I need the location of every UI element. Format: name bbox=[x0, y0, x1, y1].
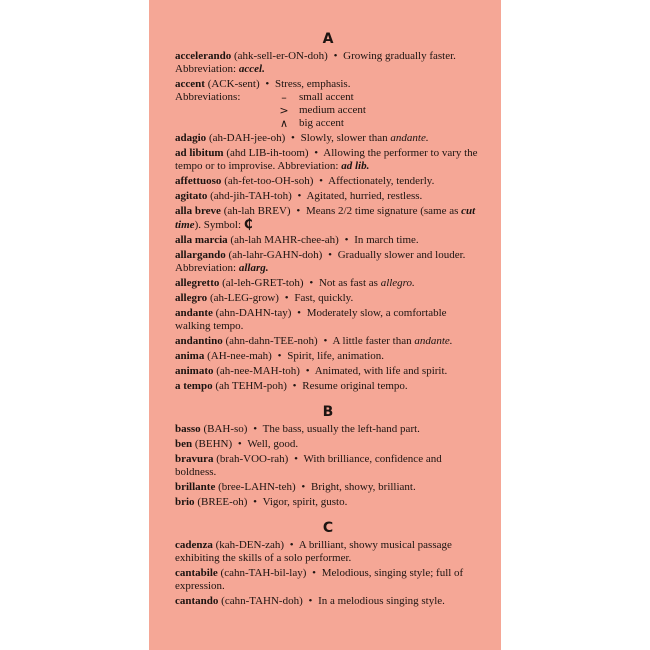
entry-term: basso bbox=[175, 423, 201, 435]
entry-term: animato bbox=[175, 365, 214, 377]
entry-definition: Vigor, spirit, gusto. bbox=[260, 496, 348, 508]
entry-definition: In march time. bbox=[351, 234, 419, 246]
entry-pronunciation: (AH-nee-mah) bbox=[204, 350, 275, 362]
entry-pronunciation: (ACK-sent) bbox=[204, 78, 263, 90]
entry-pronunciation: (ahn-dahn-TEE-noh) bbox=[222, 335, 321, 347]
bullet-separator: • bbox=[333, 50, 338, 62]
entry-definition: Animated, with life and spirit. bbox=[312, 365, 448, 377]
entry-term: accent bbox=[175, 78, 205, 90]
entry-reference: allegro. bbox=[380, 277, 415, 289]
entry-abbreviation: accel. bbox=[238, 63, 265, 75]
entry-definition: Well, good. bbox=[244, 438, 299, 450]
entry-adagio bbox=[175, 132, 481, 145]
section-letter-c: C bbox=[322, 520, 334, 536]
bullet-separator: • bbox=[292, 380, 297, 392]
entry-definition: Bright, showy, brilliant. bbox=[308, 481, 416, 493]
entry-term: bravura bbox=[175, 453, 214, 465]
bullet-separator: • bbox=[297, 190, 302, 202]
entry-definition: Means 2/2 time signature (same as bbox=[303, 205, 462, 217]
entry-definition: Growing gradually faster. Abbreviation: bbox=[175, 50, 456, 75]
entry-term: cantabile bbox=[175, 567, 218, 579]
entry-term: adagio bbox=[175, 132, 207, 144]
entry-cadenza bbox=[175, 539, 481, 565]
entry-definition: Agitated, hurried, restless. bbox=[304, 190, 423, 202]
entry-pronunciation: (bree-LAHN-teh) bbox=[215, 481, 299, 493]
cut-time-icon: ₵ bbox=[243, 217, 253, 232]
entry-definition: Affectionately, tenderly. bbox=[325, 175, 435, 187]
bullet-separator: • bbox=[323, 335, 328, 347]
bullet-separator: • bbox=[344, 234, 349, 246]
entry-ben bbox=[175, 438, 481, 451]
abbreviation-item bbox=[275, 104, 366, 117]
entry-ad-libitum bbox=[175, 147, 481, 173]
entry-basso bbox=[175, 423, 481, 436]
entry-term: brillante bbox=[175, 481, 216, 493]
entry-cantando bbox=[175, 595, 481, 608]
entry-definition: With brilliance, confidence and boldness. bbox=[175, 453, 442, 478]
entry-pronunciation: (al-leh-GRET-toh) bbox=[219, 277, 307, 289]
bullet-separator: • bbox=[319, 175, 323, 187]
entry-bravura bbox=[175, 453, 481, 479]
entry-term: brio bbox=[175, 496, 195, 508]
abbreviation-text: small accent bbox=[299, 91, 354, 103]
entry-andante bbox=[175, 307, 481, 333]
entry-a-tempo bbox=[175, 380, 481, 393]
abbreviations-label: Abbreviations: bbox=[175, 91, 241, 103]
abbreviation-item bbox=[275, 117, 366, 130]
entry-allargando bbox=[175, 249, 481, 275]
abbreviations-list bbox=[275, 91, 366, 130]
entry-definition: Resume original tempo. bbox=[299, 380, 408, 392]
entry-definition: Slowly, slower than bbox=[297, 132, 391, 144]
entry-agitato bbox=[175, 190, 481, 203]
entry-alla-breve bbox=[175, 205, 481, 232]
entry-brio bbox=[175, 496, 481, 509]
entry-term: cadenza bbox=[175, 539, 213, 551]
entry-term: cantando bbox=[175, 595, 219, 607]
glossary-card bbox=[149, 0, 501, 650]
entry-term: accelerando bbox=[175, 50, 232, 62]
entry-reference: cut time bbox=[175, 205, 476, 231]
entry-term: anima bbox=[175, 350, 205, 362]
entry-definition: Melodious, singing style; full of expression. bbox=[175, 567, 464, 592]
entry-pronunciation: (cahn-TAHN-doh) bbox=[218, 595, 306, 607]
entry-allegretto bbox=[175, 277, 481, 290]
bullet-separator: • bbox=[309, 277, 314, 289]
bullet-separator: • bbox=[253, 496, 258, 508]
entry-pronunciation: (ah-LEG-grow) bbox=[207, 292, 282, 304]
entry-term: a tempo bbox=[175, 380, 213, 392]
section-letter-a: A bbox=[322, 31, 334, 47]
medium-accent-icon: > bbox=[279, 104, 289, 117]
entry-definition: A brilliant, showy musical passage exhibiting the skills of a solo performer. bbox=[175, 539, 452, 564]
entry-abbreviation: allarg. bbox=[238, 262, 269, 274]
bullet-separator: • bbox=[314, 147, 319, 159]
entry-accelerando bbox=[175, 50, 481, 76]
entry-definition: Not as fast as bbox=[316, 277, 381, 289]
entry-definition: The bass, usually the left-hand part. bbox=[260, 423, 420, 435]
bullet-separator: • bbox=[301, 481, 306, 493]
entry-pronunciation: (BREE-oh) bbox=[194, 496, 251, 508]
entry-pronunciation: (ah-lahr-GAHN-doh) bbox=[225, 249, 326, 261]
bullet-separator: • bbox=[305, 365, 310, 377]
entry-pronunciation: (BAH-so) bbox=[200, 423, 251, 435]
entry-alla-marcia bbox=[175, 234, 481, 247]
small-accent-icon: – bbox=[281, 91, 287, 104]
entry-pronunciation: (ah-DAH-jee-oh) bbox=[206, 132, 289, 144]
bullet-separator: • bbox=[291, 132, 295, 144]
entry-pronunciation: (ah-nee-MAH-toh) bbox=[213, 365, 303, 377]
entry-pronunciation: (ah-fet-too-OH-soh) bbox=[221, 175, 317, 187]
entry-reference: andante. bbox=[390, 132, 429, 144]
bullet-separator: • bbox=[289, 539, 294, 551]
bullet-separator: • bbox=[308, 595, 313, 607]
big-accent-icon: ∧ bbox=[279, 117, 289, 130]
entry-andantino bbox=[175, 335, 481, 348]
entry-term: allegro bbox=[175, 292, 208, 304]
entry-definition-cont: ). Symbol: bbox=[194, 219, 244, 231]
entry-definition: Gradually slower and louder. Abbreviation: bbox=[175, 249, 466, 274]
entry-reference: andante. bbox=[414, 335, 453, 347]
entry-pronunciation: (cahn-TAH-bil-lay) bbox=[217, 567, 310, 579]
entry-term: ben bbox=[175, 438, 193, 450]
abbreviation-text: big accent bbox=[299, 117, 344, 129]
bullet-separator: • bbox=[328, 249, 332, 261]
abbreviation-item bbox=[275, 91, 366, 104]
entry-term: allargando bbox=[175, 249, 226, 261]
bullet-separator: • bbox=[265, 78, 270, 90]
bullet-separator: • bbox=[312, 567, 316, 579]
entry-pronunciation: (ah-lah BREV) bbox=[220, 205, 294, 217]
entry-definition: Moderately slow, a comfortable walking tempo. bbox=[175, 307, 447, 332]
bullet-separator: • bbox=[296, 205, 301, 217]
entry-definition: A little faster than bbox=[330, 335, 415, 347]
entry-cantabile bbox=[175, 567, 481, 593]
entry-definition: In a melodious singing style. bbox=[315, 595, 445, 607]
entry-anima bbox=[175, 350, 481, 363]
accent-abbreviations bbox=[175, 91, 481, 130]
entry-allegro bbox=[175, 292, 481, 305]
abbreviation-text: medium accent bbox=[299, 104, 366, 116]
entry-pronunciation: (ahd-jih-TAH-toh) bbox=[207, 190, 295, 202]
entry-term: allegretto bbox=[175, 277, 220, 289]
entry-term: alla breve bbox=[175, 205, 221, 217]
glossary-content bbox=[175, 30, 481, 610]
entry-pronunciation: (ahn-DAHN-tay) bbox=[212, 307, 295, 319]
bullet-separator: • bbox=[297, 307, 302, 319]
section-letter-b: B bbox=[322, 404, 334, 420]
entry-affettuoso bbox=[175, 175, 481, 188]
bullet-separator: • bbox=[277, 350, 282, 362]
entry-abbreviation: ad lib. bbox=[341, 160, 370, 172]
entry-pronunciation: (ahd LIB-ih-toom) bbox=[223, 147, 312, 159]
entry-term: ad libitum bbox=[175, 147, 224, 159]
entry-definition: Fast, quickly. bbox=[291, 292, 354, 304]
entry-definition: Allowing the performer to vary the tempo or to improvise. Abbreviation: bbox=[175, 147, 478, 172]
entry-term: andantino bbox=[175, 335, 223, 347]
bullet-separator: • bbox=[237, 438, 242, 450]
bullet-separator: • bbox=[284, 292, 289, 304]
entry-animato bbox=[175, 365, 481, 378]
entry-pronunciation: (kah-DEN-zah) bbox=[212, 539, 287, 551]
bullet-separator: • bbox=[294, 453, 298, 465]
entry-accent bbox=[175, 78, 481, 91]
entry-term: agitato bbox=[175, 190, 208, 202]
entry-pronunciation: (ahk-sell-er-ON-doh) bbox=[231, 50, 331, 62]
bullet-separator: • bbox=[253, 423, 258, 435]
entry-term: andante bbox=[175, 307, 213, 319]
entry-term: affettuoso bbox=[175, 175, 222, 187]
entry-definition: Stress, emphasis. bbox=[272, 78, 351, 90]
entry-brillante bbox=[175, 481, 481, 494]
entry-pronunciation: (ah TEHM-poh) bbox=[212, 380, 290, 392]
entry-pronunciation: (brah-VOO-rah) bbox=[213, 453, 292, 465]
entry-definition: Spirit, life, animation. bbox=[284, 350, 385, 362]
entry-pronunciation: (ah-lah MAHR-chee-ah) bbox=[227, 234, 342, 246]
entry-term: alla marcia bbox=[175, 234, 228, 246]
entry-pronunciation: (BEHN) bbox=[192, 438, 235, 450]
